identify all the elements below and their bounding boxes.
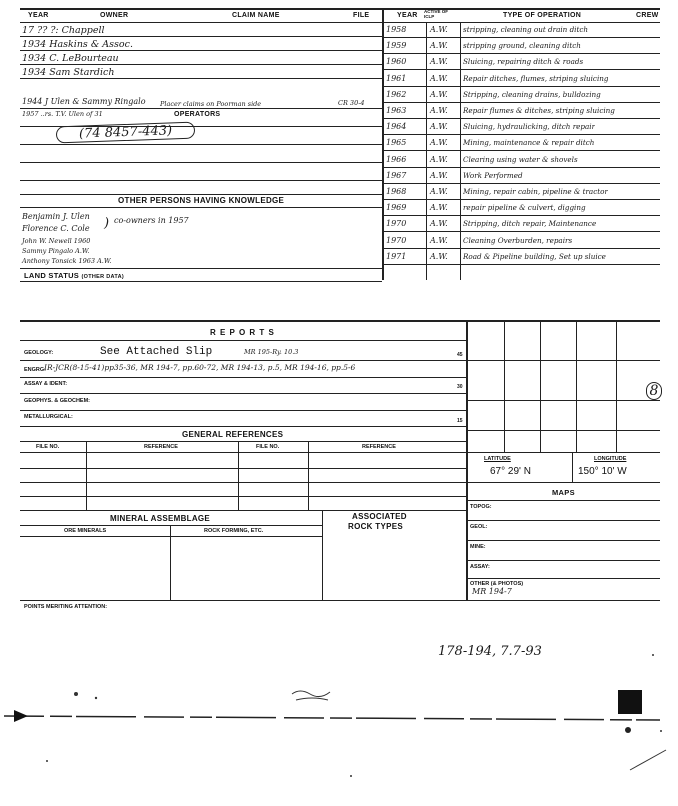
operation-description: Mining, repair cabin, pipeline & tractor bbox=[463, 187, 608, 196]
top-divider bbox=[382, 8, 384, 280]
ore-minerals-label: ORE MINERALS bbox=[64, 528, 107, 534]
geophys-label: GEOPHYS. & GEOCHEM: bbox=[24, 398, 91, 404]
operation-description: Stripping, cleaning drains, bulldozing bbox=[463, 89, 601, 99]
maps-title: MAPS bbox=[552, 488, 575, 497]
maps-topog: TOPOG: bbox=[470, 504, 492, 510]
operation-year: 1971 bbox=[386, 251, 407, 261]
reports-rule bbox=[20, 340, 466, 341]
operation-rule bbox=[383, 118, 660, 119]
land-status-sub: (OTHER DATA) bbox=[81, 274, 124, 280]
operation-year: 1959 bbox=[386, 41, 407, 51]
rock-forming-label: ROCK FORMING, ETC. bbox=[204, 528, 264, 534]
reports-rule bbox=[20, 426, 466, 427]
circled-reference: (74 8457-443) bbox=[56, 122, 196, 144]
owner-rule bbox=[20, 78, 382, 79]
operation-code: A.W. bbox=[430, 219, 448, 229]
engrg-label: ENGRG: bbox=[24, 367, 46, 373]
operation-description: repair pipeline & culvert, digging bbox=[463, 203, 586, 213]
operation-rule bbox=[383, 53, 660, 54]
operation-rule bbox=[383, 248, 660, 249]
operation-year: 1970 bbox=[386, 235, 407, 245]
num-15: 15 bbox=[457, 418, 463, 424]
scan-black-mark bbox=[618, 690, 642, 714]
owner-rule bbox=[20, 64, 382, 65]
header-active-of-iclp: ACTIVE OF ICLP bbox=[424, 9, 449, 19]
longitude-value: 150° 10' W bbox=[578, 466, 627, 477]
operation-year: 1963 bbox=[386, 106, 407, 115]
operation-code: A.W. bbox=[430, 41, 448, 51]
operation-code: A.W. bbox=[430, 251, 448, 261]
owner-rule bbox=[20, 108, 382, 109]
operation-code: A.W. bbox=[430, 122, 448, 132]
knowledge-4: Sammy Pingalo A.W. bbox=[22, 247, 90, 255]
operation-description: stripping ground, cleaning ditch bbox=[463, 41, 581, 51]
operation-description: Cleaning Overburden, repairs bbox=[463, 235, 573, 245]
operation-description: Repair ditches, flumes, striping sluicing bbox=[463, 73, 609, 83]
operation-code: A.W. bbox=[430, 235, 448, 245]
mineral-rule bbox=[20, 525, 322, 526]
operation-description: Work Performed bbox=[463, 170, 523, 180]
operation-rule bbox=[383, 134, 660, 135]
operation-description: Clearing using water & shovels bbox=[463, 154, 578, 164]
maps-assay: ASSAY: bbox=[470, 564, 490, 570]
operation-description: Sluicing, hydraulicking, ditch repair bbox=[463, 122, 596, 132]
operation-rule bbox=[383, 150, 660, 151]
owner-line-3: 1934 C. LeBourteau bbox=[22, 53, 119, 64]
operation-code: A.W. bbox=[430, 170, 448, 180]
metallurgical-label: METALLURGICAL: bbox=[24, 414, 73, 420]
operation-description: Sluicing, repairing ditch & roads bbox=[463, 57, 584, 67]
bottom-handwritten-note: 178-194, 7.7-93 bbox=[438, 644, 542, 659]
file-extra: CR 30-4 bbox=[338, 99, 365, 107]
grid-line bbox=[466, 430, 660, 431]
operation-code: A.W. bbox=[430, 138, 448, 148]
gr-col-divider bbox=[308, 441, 309, 510]
header-type-of-operation: TYPE OF OPERATION bbox=[503, 12, 582, 19]
scan-speck bbox=[652, 654, 654, 656]
operation-year: 1966 bbox=[386, 154, 407, 164]
grid-circled-number: 8 bbox=[646, 382, 662, 400]
operation-rule bbox=[383, 264, 660, 265]
operation-year: 1960 bbox=[386, 57, 407, 67]
scan-speck bbox=[46, 760, 48, 762]
operation-year: 1958 bbox=[386, 25, 407, 34]
operation-description: Repair flumes & ditches, striping sluicing bbox=[463, 106, 615, 115]
gr-col-file-1: FILE NO. bbox=[36, 444, 60, 450]
owner-rule bbox=[20, 50, 382, 51]
operation-description: Stripping, ditch repair, Maintenance bbox=[463, 219, 597, 229]
assoc-rock-1: ASSOCIATED bbox=[352, 512, 407, 521]
operation-year: 1962 bbox=[386, 89, 407, 99]
header-year: YEAR bbox=[28, 12, 49, 19]
header-rule bbox=[20, 22, 660, 23]
gr-col-divider bbox=[238, 441, 239, 510]
grid-line bbox=[576, 320, 577, 452]
engrg-text: IR-JCR(8-15-41)pp35-36, MR 194-7, pp.60-72, MR 194-13, p.5, MR 194-16, pp.5-6 bbox=[44, 363, 356, 372]
land-status-text: LAND STATUS bbox=[24, 271, 80, 280]
reports-top-rule bbox=[20, 320, 660, 322]
header-claim-name: CLAIM NAME bbox=[232, 12, 280, 19]
maps-mine: MINE: bbox=[470, 544, 486, 550]
latitude-value: 67° 29' N bbox=[490, 466, 531, 477]
assay-label: ASSAY & IDENT: bbox=[24, 381, 68, 387]
maps-rule bbox=[466, 560, 660, 561]
reports-title: R E P O R T S bbox=[210, 328, 275, 337]
operation-rule bbox=[383, 199, 660, 200]
maps-other: OTHER (& PHOTOS) bbox=[470, 581, 524, 587]
operation-code: A.W. bbox=[430, 106, 448, 115]
top-rule bbox=[20, 8, 660, 10]
land-status-bottom bbox=[20, 281, 382, 282]
operation-year: 1970 bbox=[386, 219, 407, 229]
reports-rule bbox=[20, 360, 466, 361]
reports-rule bbox=[20, 410, 466, 411]
operation-rule bbox=[383, 37, 660, 38]
operation-year: 1967 bbox=[386, 170, 407, 180]
bottom-form-rule bbox=[20, 600, 660, 601]
maps-geol: GEOL: bbox=[470, 524, 488, 530]
general-refs-title: GENERAL REFERENCES bbox=[182, 430, 284, 439]
gr-col-ref-1: REFERENCE bbox=[144, 444, 178, 450]
scan-speck bbox=[660, 730, 662, 732]
operation-rule bbox=[383, 215, 660, 216]
owner-line-4: 1934 Sam Stardich bbox=[22, 67, 115, 78]
land-status-rule bbox=[20, 268, 382, 269]
operation-rule bbox=[383, 167, 660, 168]
operators-label: OPERATORS bbox=[174, 111, 221, 118]
lat-lon-divider bbox=[572, 452, 573, 482]
grid-line bbox=[504, 320, 505, 452]
operation-code: A.W. bbox=[430, 203, 448, 213]
reports-right-divider bbox=[466, 320, 468, 600]
num-45: 45 bbox=[457, 352, 463, 358]
knowledge-3: John W. Newell 1960 bbox=[22, 237, 91, 245]
location-top-rule bbox=[466, 452, 660, 453]
operation-year: 1964 bbox=[386, 122, 407, 132]
grid-line bbox=[540, 320, 541, 452]
knowledge-header: OTHER PERSONS HAVING KNOWLEDGE bbox=[118, 196, 285, 205]
gr-col-file-2: FILE NO. bbox=[256, 444, 280, 450]
operation-code: A.W. bbox=[430, 57, 448, 67]
operation-code: A.W. bbox=[430, 187, 448, 196]
assoc-rock-2: ROCK TYPES bbox=[348, 522, 404, 531]
knowledge-1: Benjamin J. Ulen bbox=[22, 212, 90, 221]
grid-line bbox=[466, 360, 660, 361]
co-owners-note: co-owners in 1957 bbox=[114, 216, 189, 225]
maps-rule bbox=[466, 578, 660, 579]
operation-year: 1961 bbox=[386, 73, 407, 83]
owner-rule bbox=[20, 162, 382, 163]
geology-hw: MR 195-Ry. 10.3 bbox=[244, 348, 299, 356]
operation-description: stripping, cleaning out drain ditch bbox=[463, 25, 589, 34]
mineral-col-divider bbox=[170, 525, 171, 600]
geology-label: GEOLOGY: bbox=[24, 350, 54, 356]
header-year-active: YEAR bbox=[397, 12, 418, 19]
knowledge-top-rule bbox=[20, 194, 382, 195]
knowledge-rule bbox=[20, 207, 382, 208]
knowledge-5: Anthony Tonsick 1963 A.W. bbox=[22, 257, 112, 265]
owner-line-1: 17 ?? ?: Chappell bbox=[22, 25, 105, 36]
knowledge-brace: ) bbox=[104, 216, 110, 231]
operation-year: 1969 bbox=[386, 203, 407, 213]
operation-description: Road & Pipeline building, Set up sluice bbox=[463, 251, 606, 261]
owner-rule bbox=[20, 180, 382, 181]
gr-col-ref-2: REFERENCE bbox=[362, 444, 396, 450]
maps-other-hw: MR 194-7 bbox=[472, 587, 512, 596]
operation-rule bbox=[383, 102, 660, 103]
header-crew: CREW bbox=[636, 12, 659, 19]
geology-text: See Attached Slip bbox=[100, 346, 213, 358]
grid-line bbox=[466, 400, 660, 401]
operation-rule bbox=[383, 183, 660, 184]
maps-rule bbox=[466, 520, 660, 521]
operation-description: Mining, maintenance & repair ditch bbox=[463, 138, 595, 148]
operation-year: 1968 bbox=[386, 187, 407, 196]
mineral-divider bbox=[322, 510, 323, 600]
knowledge-2: Florence C. Cole bbox=[22, 224, 90, 233]
operation-year: 1965 bbox=[386, 138, 407, 148]
reports-rule bbox=[20, 377, 466, 378]
gr-col-divider bbox=[86, 441, 87, 510]
header-file: FILE bbox=[353, 12, 370, 19]
operation-code: A.W. bbox=[430, 154, 448, 164]
reports-rule bbox=[20, 393, 466, 394]
scan-marks bbox=[0, 650, 678, 806]
operation-rule bbox=[383, 69, 660, 70]
points-meriting-label: POINTS MERITING ATTENTION: bbox=[24, 604, 108, 610]
claim-extra: Placer claims on Poorman side bbox=[160, 100, 262, 108]
land-status-label bbox=[24, 271, 124, 280]
grid-line bbox=[616, 320, 617, 452]
owner-rule bbox=[20, 144, 382, 145]
owner-line-6: 1957 ..rs. T.V. Ulen of 31 bbox=[22, 110, 103, 118]
operation-code: A.W. bbox=[430, 25, 448, 34]
num-30: 30 bbox=[457, 384, 463, 390]
scan-speck bbox=[350, 775, 352, 777]
operation-rule bbox=[383, 231, 660, 232]
maps-rule bbox=[466, 482, 660, 483]
operation-code: A.W. bbox=[430, 73, 448, 83]
latitude-label: LATITUDE bbox=[484, 456, 511, 462]
maps-rule bbox=[466, 540, 660, 541]
owner-rule bbox=[20, 36, 382, 37]
maps-rule bbox=[466, 500, 660, 501]
owner-line-5: 1944 J Ulen & Sammy Ringalo bbox=[22, 97, 146, 106]
operation-rule bbox=[383, 86, 660, 87]
header-owner: OWNER bbox=[100, 12, 129, 19]
owner-line-2: 1934 Haskins & Assoc. bbox=[22, 39, 133, 50]
mineral-title: MINERAL ASSEMBLAGE bbox=[110, 514, 211, 523]
operation-code: A.W. bbox=[430, 89, 448, 99]
longitude-label: LONGITUDE bbox=[594, 456, 627, 462]
gr-bottom bbox=[20, 510, 466, 511]
mineral-rule bbox=[20, 536, 322, 537]
